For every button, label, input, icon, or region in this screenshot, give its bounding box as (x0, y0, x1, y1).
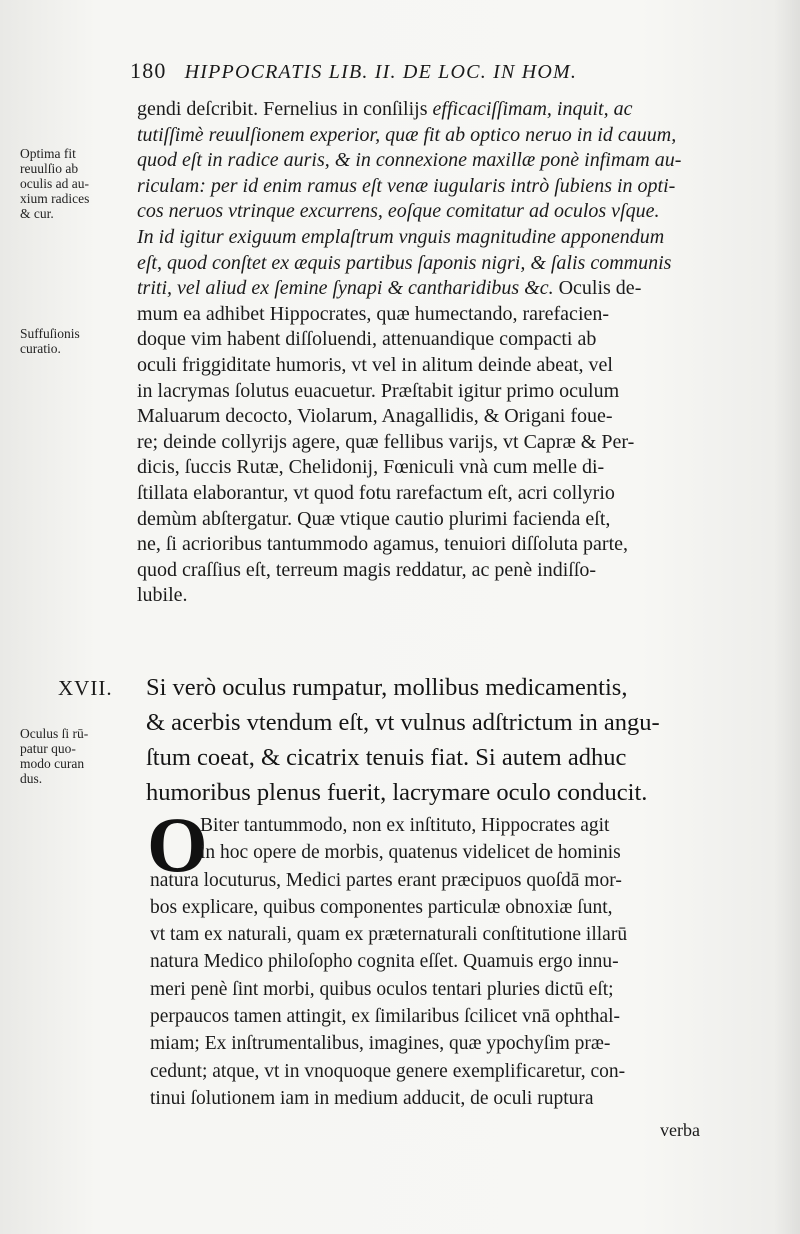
text-line (137, 174, 712, 200)
italic-quote: efficaciſſimam, inquit, ac (432, 98, 633, 120)
roman-text: re; deinde collyrijs agere, quæ fellibus varijs, vt Capræ & Per- (137, 430, 635, 453)
commentary-line: perpaucos tamen attingit, ex ſimilaribus ſcilicet vnā ophthal- (150, 1006, 621, 1028)
text-line (137, 148, 712, 174)
roman-text: lubile. (137, 584, 188, 607)
commentary-line: tinui ſolutionem iam in medium adducit, de oculi ruptura (150, 1087, 594, 1109)
commentary-line: vt tam ex naturali, quam ex præternaturali conſtitutione illarū (150, 924, 628, 946)
commentary-line: in hoc opere de morbis, quatenus videlicet de hominis (200, 842, 621, 864)
margin-note-line: reuulſio ab (20, 161, 79, 176)
text-line (137, 532, 712, 558)
text-line (137, 455, 712, 481)
roman-text: doque vim habent diſſoluendi, attenuandique compacti ab (137, 328, 597, 351)
text-line (137, 276, 712, 302)
aphorism-text (146, 670, 716, 810)
page-header (130, 58, 730, 92)
margin-note-line: Optima fit (20, 146, 76, 161)
catchword: verba (660, 1120, 700, 1140)
text-line (137, 251, 712, 277)
commentary-line: bos explicare, quibus componentes particulæ obnoxiæ ſunt, (150, 896, 613, 918)
margin-note-revulsion (20, 146, 132, 221)
page-edge-shadow (774, 0, 800, 1234)
italic-quote: quod eſt in radice auris, & in connexione maxillæ ponè infimam au- (137, 149, 682, 172)
italic-quote: cos neruos vtrinque excurrens, eoſque comitatur ad oculos vſque. (137, 200, 660, 223)
italic-quote: triti, vel aliud ex ſemine ſynapi & cantharidibus &c. (137, 277, 559, 300)
text-line (137, 225, 712, 251)
roman-text: Oculis de- (558, 277, 642, 300)
roman-text: in lacrymas ſolutus euacuetur. Præſtabit igitur primo oculum (137, 379, 620, 402)
roman-text: quod craſſius eſt, terreum magis reddatur, ac penè indiſſo- (137, 558, 597, 581)
aphorism-line: ſtum coeat, & cicatrix tenuis fiat. Si autem adhuc (146, 744, 627, 771)
margin-note-line: patur quo- (20, 741, 76, 756)
commentary-line: natura Medico philoſopho cognita eſſet. Quamuis ergo innu- (150, 951, 619, 973)
roman-text: Maluarum decocto, Violarum, Anagallidis, & Origani foue- (137, 405, 613, 428)
text-line (137, 507, 712, 533)
text-line (137, 327, 712, 353)
section-number: XVII. (58, 676, 113, 700)
italic-quote: tutiſſimè reuulſionem experior, quæ fit ab optico neruo in id cauum, (137, 123, 677, 146)
margin-note-line: xium radices (20, 191, 90, 206)
aphorism-line: humoribus plenus fuerit, lacrymare oculo conducit. (146, 779, 648, 806)
aphorism-line: Si verò oculus rumpatur, mollibus medicamentis, (146, 674, 628, 701)
aphorism-line: & acerbis vtendum eſt, vt vulnus adſtrictum in angu- (146, 709, 660, 736)
margin-note-line: Suffuſionis (20, 326, 80, 341)
roman-text: dicis, ſuccis Rutæ, Chelidonij, Fœniculi vnà cum melle di- (137, 456, 605, 479)
margin-note-line: oculis ad au- (20, 176, 89, 191)
text-line (137, 353, 712, 379)
roman-text: gendi deſcribit. Fernelius in conſilijs (137, 98, 433, 120)
roman-text: demùm abſtergatur. Quæ vtique cautio plurimi facienda eſt, (137, 507, 611, 530)
text-line (137, 583, 712, 609)
italic-quote: In id igitur exiguum emplaſtrum vnguis magnitudine apponendum (137, 225, 665, 248)
italic-quote: eſt, quod conſtet ex æquis partibus ſaponis nigri, & ſalis communis (137, 251, 672, 274)
margin-note-suffusion (20, 326, 132, 356)
text-line (137, 404, 712, 430)
commentary-line: Biter tantummodo, non ex inſtituto, Hippocrates agit (200, 815, 610, 836)
commentary-line: meri penè ſint morbi, quibus oculos tentari pluries dictū eſt; (150, 978, 614, 1000)
text-line (137, 430, 712, 456)
margin-note-line: curatio. (20, 341, 61, 356)
text-line (137, 481, 712, 507)
upper-text-block (137, 97, 712, 609)
italic-quote: riculam: per id enim ramus eſt venæ iugularis intrò ſubiens in opti- (137, 174, 676, 197)
roman-text: oculi friggiditate humoris, vt vel in alitum deinde abeat, vel (137, 353, 613, 376)
roman-text: ne, ſi acrioribus tantummodo agamus, tenuiori diſſoluta parte, (137, 533, 628, 556)
running-head: HIPPOCRATIS LIB. II. DE LOC. IN HOM. (184, 61, 578, 83)
text-line (137, 123, 712, 149)
commentary-line: natura locuturus, Medici partes erant præcipuos quoſdā mor- (150, 869, 622, 891)
text-line (137, 558, 712, 584)
drop-cap-initial: O (147, 801, 208, 888)
margin-note-line: & cur. (20, 206, 54, 221)
margin-note-line: Oculus ſi rū- (20, 726, 89, 741)
margin-note-ruptured-eye (20, 726, 132, 786)
text-line (137, 97, 712, 123)
roman-text: mum ea adhibet Hippocrates, quæ humectando, rarefacien- (137, 302, 610, 325)
commentary-line: cedunt; atque, vt in vnoquoque genere exemplificaretur, con- (150, 1060, 626, 1082)
page-number: 180 (130, 58, 167, 83)
margin-note-line: modo curan (20, 756, 85, 771)
margin-note-line: dus. (20, 771, 43, 786)
text-line (137, 199, 712, 225)
roman-text: ſtillata elaborantur, vt quod fotu rarefactum eſt, acri collyrio (137, 481, 615, 504)
commentary-text (150, 812, 715, 1112)
text-line (137, 302, 712, 328)
text-line (137, 379, 712, 405)
commentary-line: miam; Ex inſtrumentalibus, imagines, quæ ypochyſim præ- (150, 1033, 611, 1055)
